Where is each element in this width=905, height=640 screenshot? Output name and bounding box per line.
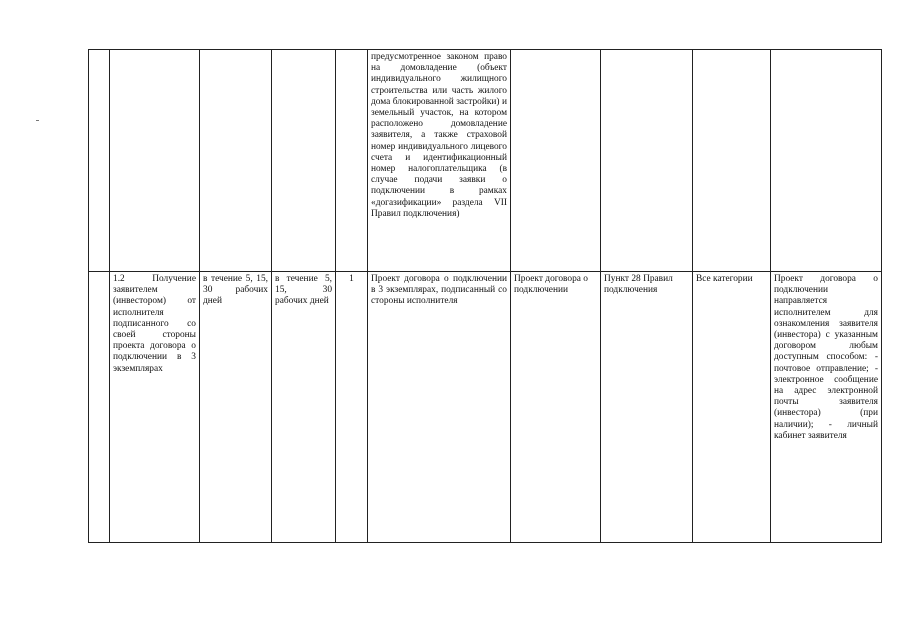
cell-notes: Проект договора о подключении направляется исполнителем для ознакомления заявителя (инвестора) с указанным договором любым доступным способом: - почтовое отправление; - электронное сообщение на адрес электронной почты заявителя (инвестора) (при наличии); - личный кабинет заявителя [771,272,882,543]
cell-empty [601,50,693,272]
table-row-continuation [89,50,882,272]
cell-empty [272,50,336,272]
cell-empty [693,50,771,272]
cell-result: Проект договора о подключении [511,272,601,543]
cell-empty [110,50,200,272]
cell-step: 1.2 Получение заявителем (инвестором) от исполнителя подписанного со своей стороны проекта договора о подключении в 3 экземплярах [110,272,200,543]
cell-count: 1 [336,272,368,543]
procedure-table [88,49,882,543]
cell-empty [200,50,272,272]
cell-empty [771,50,882,272]
cell-documents: Проект договора о подключении в 3 экземплярах, подписанный со стороны исполнителя [368,272,511,543]
cell-term-b: в течение 5, 15, 30 рабочих дней [272,272,336,543]
cell-empty [511,50,601,272]
cell-empty [89,50,110,272]
cell-empty [336,50,368,272]
cell-documents-continued: предусмотренное законом право на домовладение (объект индивидуального жилищного строительства или часть жилого дома блокированной застройки) и земельный участок, на котором расположено домовладение заявителя, а также страховой номер индивидуального лицевого счета и идентификационный номер налогоплательщика (в случае подачи заявки о подключении в рамках «догазификации» раздела VII Правил подключения) [368,50,511,272]
cell-empty [89,272,110,543]
cell-term-a: в течение 5, 15, 30 рабочих дней [200,272,272,543]
cell-basis: Пункт 28 Правил подключения [601,272,693,543]
table-row-1-2 [89,272,882,543]
cell-category: Все категории [693,272,771,543]
scan-artifact [36,120,39,121]
